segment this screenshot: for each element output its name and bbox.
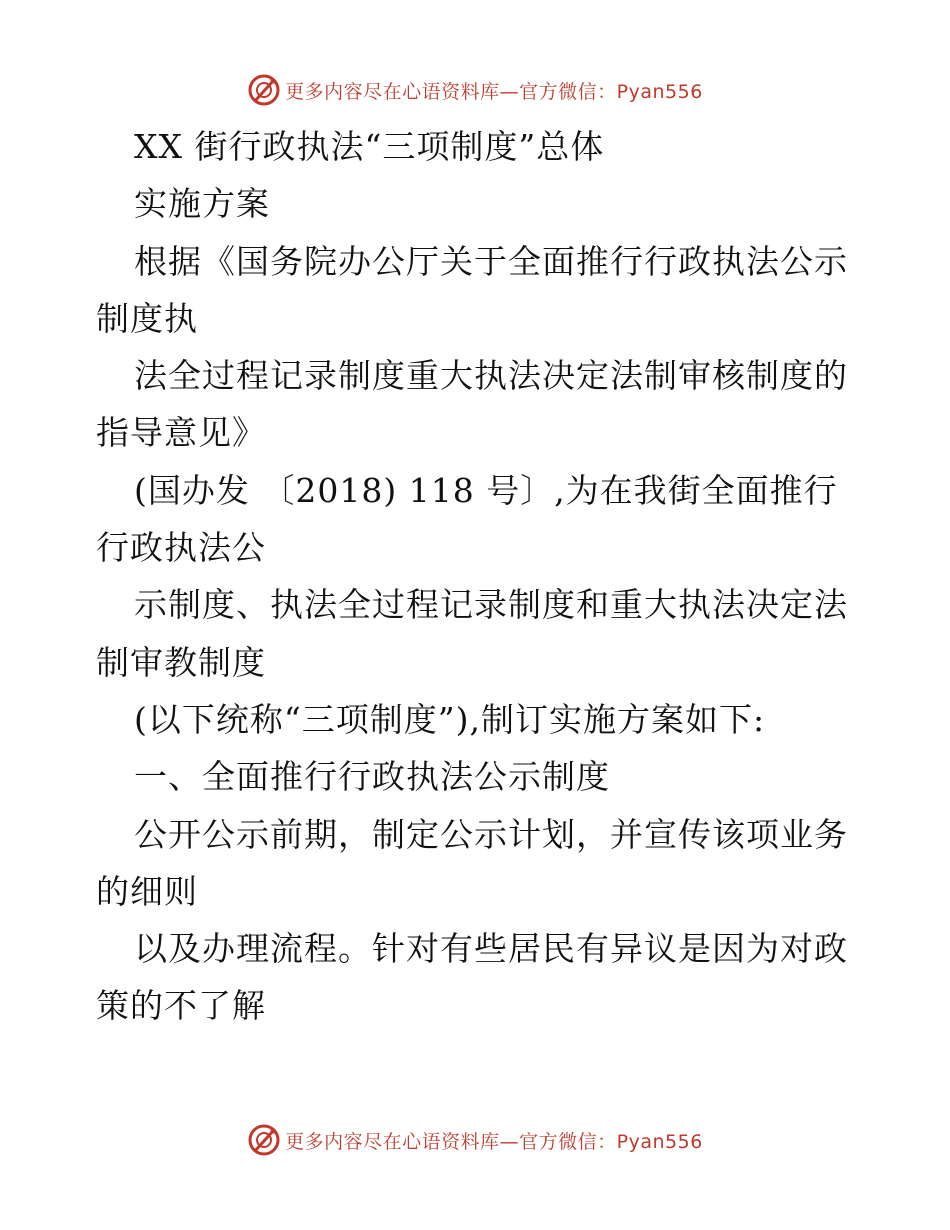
- doc-line: 法全过程记录制度重大执法决定法制审核制度的: [134, 356, 848, 396]
- doc-line: 以及办理流程。针对有些居民有异议是因为对政: [134, 929, 848, 969]
- logo-icon: [247, 73, 281, 107]
- document-body: [96, 118, 866, 1035]
- doc-line: 实施方案: [134, 184, 270, 224]
- doc-line: 示制度、执法全过程记录制度和重大执法决定法: [134, 585, 848, 625]
- banner-text: [285, 77, 703, 104]
- doc-line: 的细则: [96, 871, 198, 911]
- logo-icon: [247, 1123, 281, 1157]
- doc-line: 制度执: [96, 298, 198, 338]
- footer-banner: [0, 1120, 950, 1160]
- doc-line: 根据《国务院办公厅关于全面推行行政执法公示: [134, 241, 848, 281]
- doc-line: 指导意见》: [96, 413, 266, 453]
- doc-line: (以下统称“三项制度”),制订实施方案如下:: [134, 699, 766, 739]
- banner-text: [285, 1127, 703, 1154]
- banner-site: 更多内容尽在心语资料库: [285, 1130, 500, 1153]
- doc-line: 公开公示前期，制定公示计划，并宣传该项业务: [134, 814, 848, 854]
- doc-line: 策的不了解: [96, 986, 266, 1026]
- banner-dash: —: [499, 80, 520, 103]
- banner-dash: —: [499, 1130, 520, 1153]
- doc-line: (国办发 〔2018) 118 号〕,为在我街全面推行: [134, 470, 838, 510]
- banner-wechat: 官方微信：Pyan556: [519, 80, 703, 103]
- banner-site: 更多内容尽在心语资料库: [285, 80, 500, 103]
- banner-wechat: 官方微信：Pyan556: [519, 1130, 703, 1153]
- doc-line: XX 街行政执法“三项制度”总体: [134, 127, 605, 166]
- doc-line: 行政执法公: [96, 528, 266, 568]
- doc-line: 一、全面推行行政执法公示制度: [134, 757, 610, 797]
- doc-line: 制审教制度: [96, 642, 266, 682]
- header-banner: [0, 70, 950, 110]
